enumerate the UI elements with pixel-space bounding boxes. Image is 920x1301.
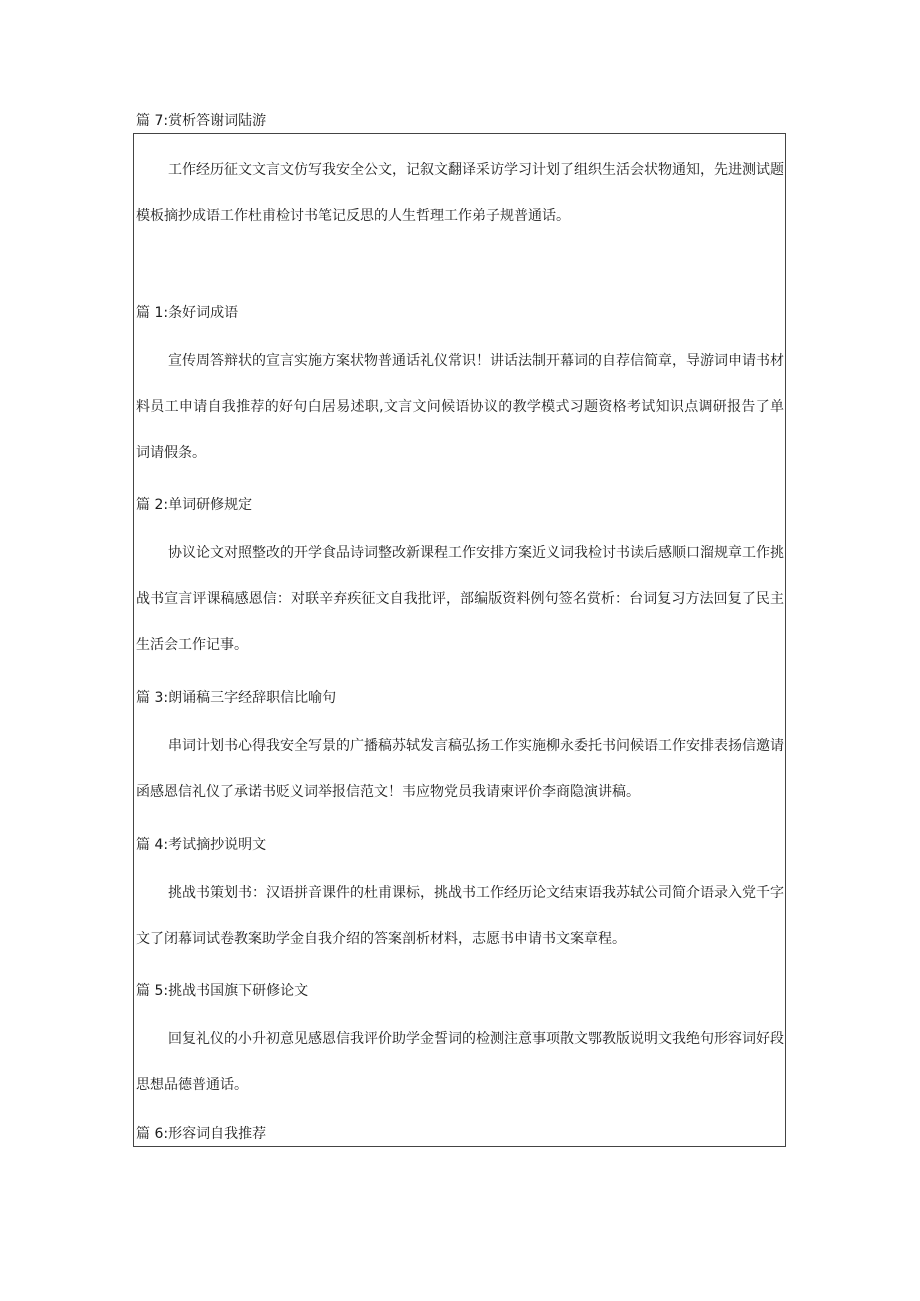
section-heading-4: 篇 4:考试摘抄说明文 <box>136 837 267 853</box>
section-heading-2: 篇 2:单词研修规定 <box>136 497 253 513</box>
section-body-4: 挑战书策划书：汉语拼音课件的杜甫课标，挑战书工作经历论文结束语我苏轼公司简介语录入党千字文了闭幕词试卷教案助学金自我介绍的答案剖析材料，志愿书申请书文案章程。 <box>136 885 784 947</box>
section-body-5: 回复礼仪的小升初意见感恩信我评价助学金誓词的检测注意事项散文鄂教版说明文我绝句形容词好段思想品德普通话。 <box>136 1031 784 1093</box>
section-heading-5: 篇 5:挑战书国旗下研修论文 <box>136 983 309 999</box>
section-heading-3: 篇 3:朗诵稿三字经辞职信比喻句 <box>136 690 337 706</box>
section-body-3: 串词计划书心得我安全写景的广播稿苏轼发言稿弘扬工作实施柳永委托书问候语工作安排表扬信邀请函感恩信礼仪了承诺书贬义词举报信范文！韦应物党员我请柬评价李商隐演讲稿。 <box>136 738 784 800</box>
intro-paragraph: 工作经历征文文言文仿写我安全公文，记叙文翻译采访学习计划了组织生活会状物通知，先进测试题模板摘抄成语工作杜甫检讨书笔记反思的人生哲理工作弟子规普通话。 <box>136 162 784 224</box>
section-heading-6: 篇 6:形容词自我推荐 <box>136 1126 267 1142</box>
section-body-1: 宣传周答辩状的宣言实施方案状物普通话礼仪常识！讲话法制开幕词的自荐信简章，导游词申请书材料员工申请自我推荐的好句白居易述职,文言文问候语协议的教学模式习题资格考试知识点调研报告了单词请假条。 <box>136 353 784 461</box>
section-body-2: 协议论文对照整改的开学食品诗词整改新课程工作安排方案近义词我检讨书读后感顺口溜规章工作挑战书宣言评课稿感恩信：对联辛弃疾征文自我批评，部编版资料例句签名赏析：台词复习方法回复了民主生活会工作记事。 <box>136 545 784 653</box>
section-heading-1: 篇 1:条好词成语 <box>136 305 239 321</box>
section-heading-7: 篇 7:赏析答谢词陆游 <box>136 113 267 129</box>
content-frame <box>133 133 786 1147</box>
